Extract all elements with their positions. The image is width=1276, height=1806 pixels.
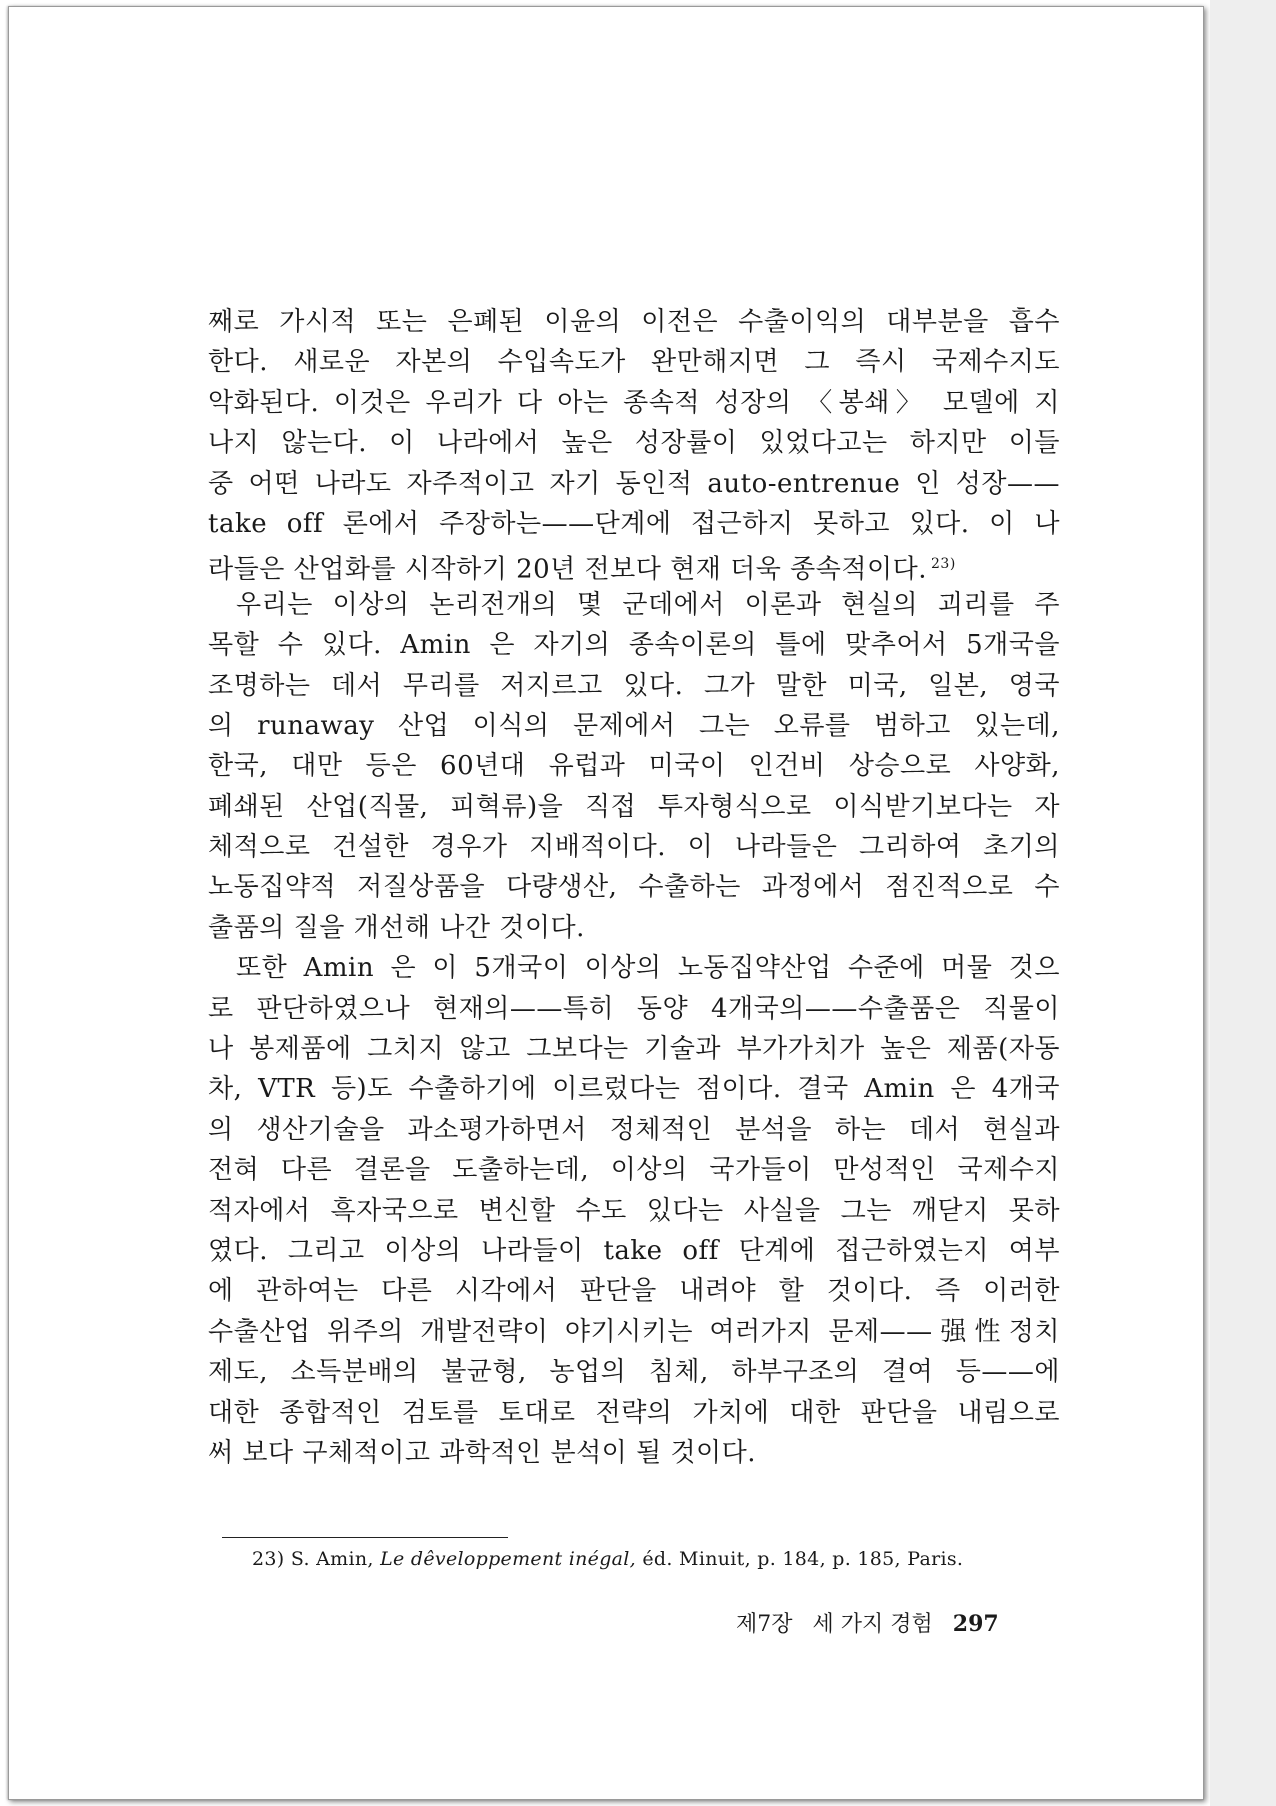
text-line: 수출산업 위주의 개발전략이 야기시키는 여러가지 문제——强性정치: [208, 1316, 1060, 1347]
text-line: 체적으로 건설한 경우가 지배적이다. 이 나라들은 그리하여 초기의: [208, 832, 1060, 863]
text-line: 의 runaway 산업 이식의 문제에서 그는 오류를 범하고 있는데,: [208, 710, 1060, 741]
footnote-title: Le dêveloppement inégal,: [380, 1548, 637, 1570]
text-line: [208, 544, 1060, 584]
text-line: 목할 수 있다. Amin 은 자기의 종속이론의 틀에 맞추어서 5개국을: [208, 630, 1060, 661]
text-line: 중 어떤 나라도 자주적이고 자기 동인적 auto-entrenue 인 성장——: [208, 468, 1060, 499]
text-line: 나지 않는다. 이 나라에서 높은 성장률이 있었다고는 하지만 이들: [208, 428, 1060, 459]
page-number: 297: [952, 1611, 999, 1637]
chapter-label: 제7장: [736, 1612, 793, 1637]
text-line: 적자에서 흑자국으로 변신할 수도 있다는 사실을 그는 깨닫지 못하: [208, 1195, 1060, 1226]
text-line: 차, VTR 등)도 수출하기에 이르렀다는 점이다. 결국 Amin 은 4개국: [208, 1074, 1060, 1105]
footnote-divider: [222, 1537, 508, 1538]
text-line: take off 론에서 주장하는——단계에 접근하지 못하고 있다. 이 나: [208, 508, 1060, 539]
section-title: 세 가지 경험: [812, 1612, 933, 1637]
body-text: [208, 302, 1060, 1473]
text-line: 의 생산기술을 과소평가하면서 정체적인 분석을 하는 데서 현실과: [208, 1114, 1060, 1145]
text-line: 나 봉제품에 그치지 않고 그보다는 기술과 부가가치가 높은 제품(자동: [208, 1034, 1060, 1065]
text-line: 조명하는 데서 무리를 저지르고 있다. 그가 말한 미국, 일본, 영국: [208, 670, 1060, 701]
text-line: 였다. 그리고 이상의 나라들이 take off 단계에 접근하였는지 여부: [208, 1235, 1060, 1266]
footnote-details: éd. Minuit, p. 184, p. 185, Paris.: [642, 1548, 964, 1570]
text-line: 악화된다. 이것은 우리가 다 아는 종속적 성장의 〈봉쇄〉 모델에 지: [208, 387, 1060, 418]
text-line: 대한 종합적인 검토를 토대로 전략의 가치에 대한 판단을 내림으로: [208, 1397, 1060, 1428]
paragraph-start-line: 우리는 이상의 논리전개의 몇 군데에서 이론과 현실의 괴리를 주: [236, 589, 1060, 620]
paragraph-start-line: 또한 Amin 은 이 5개국이 이상의 노동집약산업 수준에 머물 것으: [236, 953, 1060, 984]
running-footer: [736, 1607, 999, 1638]
text-line-content: 라들은 산업화를 시작하기 20년 전보다 현재 더욱 종속적이다.: [208, 555, 927, 585]
text-line: 에 관하여는 다른 시각에서 판단을 내려야 할 것이다. 즉 이러한: [208, 1276, 1060, 1307]
footnote-author: S. Amin,: [290, 1548, 374, 1570]
text-line: 한국, 대만 등은 60년대 유럽과 미국이 인건비 상승으로 사양화,: [208, 751, 1060, 782]
footnote-number: 23): [252, 1548, 285, 1570]
text-line: 째로 가시적 또는 은폐된 이윤의 이전은 수출이익의 대부분을 흡수: [208, 307, 1060, 337]
text-line: 로 판단하였으나 현재의——특히 동양 4개국의——수출품은 직물이: [208, 993, 1060, 1024]
text-line: 전혀 다른 결론을 도출하는데, 이상의 국가들이 만성적인 국제수지: [208, 1155, 1060, 1186]
text-line: 써 보다 구체적이고 과학적인 분석이 될 것이다.: [208, 1437, 757, 1468]
text-line: 출품의 질을 개선해 나간 것이다.: [208, 912, 585, 943]
footnote-marker: 23): [931, 556, 956, 573]
text-line: 폐쇄된 산업(직물, 피혁류)을 직접 투자형식으로 이식받기보다는 자: [208, 791, 1060, 822]
text-line: 한다. 새로운 자본의 수입속도가 완만해지면 그 즉시 국제수지도: [208, 347, 1060, 378]
text-line: 노동집약적 저질상품을 다량생산, 수출하는 과정에서 점진적으로 수: [208, 872, 1060, 903]
footnote: [252, 1548, 963, 1570]
scrollbar-track[interactable]: [1210, 0, 1276, 1806]
text-line: 제도, 소득분배의 불균형, 농업의 침체, 하부구조의 결여 등——에: [208, 1357, 1060, 1388]
